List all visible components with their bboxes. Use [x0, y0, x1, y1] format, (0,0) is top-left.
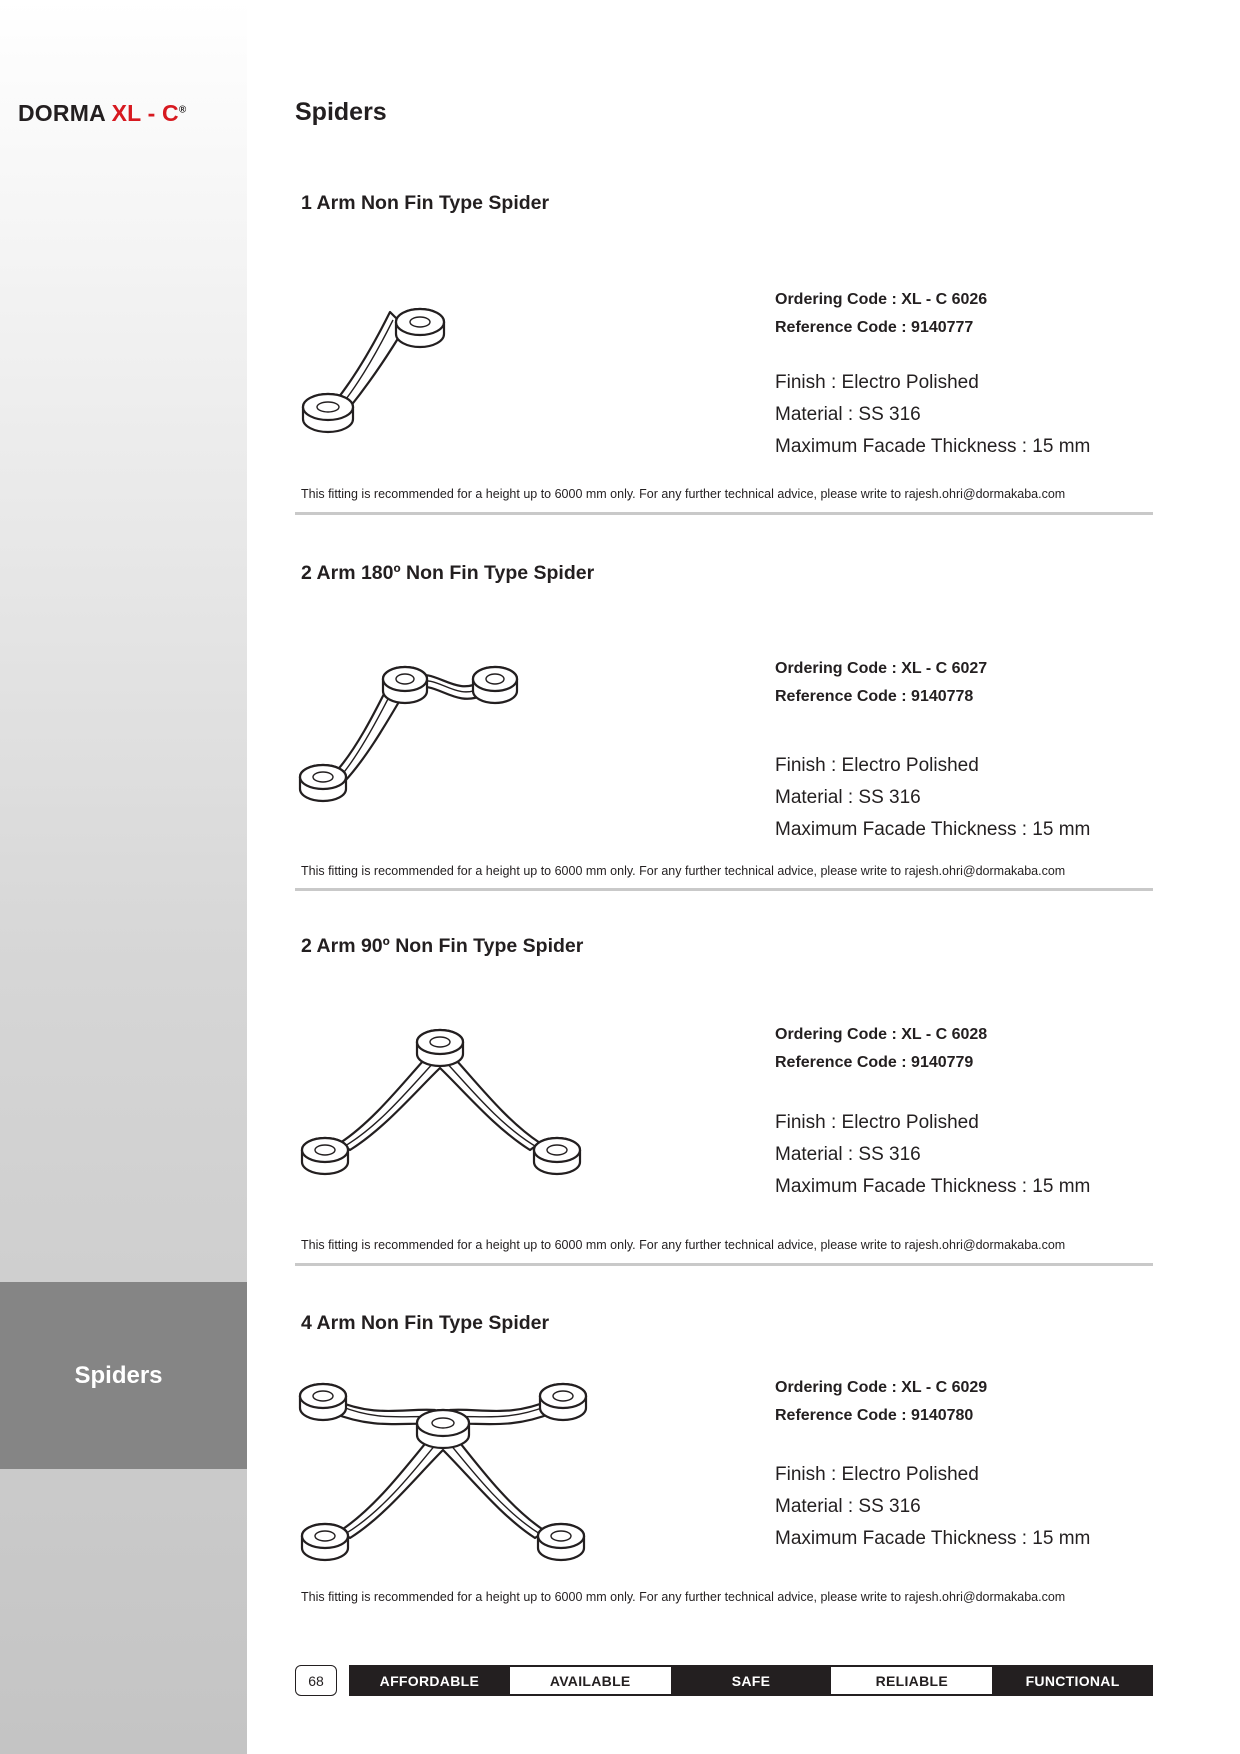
product-section-4 [295, 1312, 1153, 1612]
technical-note: This fitting is recommended for a height up to 6000 mm only. For any further technical advice, please write to rajesh.ohri@dormakaba.com [301, 487, 1066, 501]
footer-bar [295, 1665, 1153, 1696]
reference-code: Reference Code : 9140780 [775, 1407, 974, 1424]
logo-brand: DORMA [18, 100, 106, 126]
spider-4-arm-illustration [295, 1368, 595, 1568]
finish: Finish : Electro Polished [775, 1112, 979, 1133]
product-section-3 [295, 935, 1153, 1265]
ordering-code: Ordering Code : XL - C 6028 [775, 1026, 988, 1043]
technical-note: This fitting is recommended for a height up to 6000 mm only. For any further technical advice, please write to rajesh.ohri@dormakaba.com [301, 1238, 1066, 1252]
product-codes [775, 286, 987, 342]
facade-thickness: Maximum Facade Thickness : 15 mm [775, 1176, 1091, 1197]
finish: Finish : Electro Polished [775, 755, 979, 776]
footer-value-functional: FUNCTIONAL [992, 1665, 1153, 1696]
material: Material : SS 316 [775, 1144, 921, 1165]
product-specs [775, 367, 1090, 463]
product-title: 2 Arm 90º Non Fin Type Spider [301, 935, 584, 957]
finish: Finish : Electro Polished [775, 372, 979, 393]
dorma-logo [18, 100, 186, 127]
facade-thickness: Maximum Facade Thickness : 15 mm [775, 436, 1091, 457]
reference-code: Reference Code : 9140779 [775, 1054, 974, 1071]
facade-thickness: Maximum Facade Thickness : 15 mm [775, 819, 1091, 840]
material: Material : SS 316 [775, 1496, 921, 1517]
page-title: Spiders [295, 98, 387, 126]
product-section-2 [295, 562, 1153, 892]
logo-series: XL - C [111, 100, 179, 126]
product-specs [775, 750, 1090, 846]
spider-2-arm-90-illustration [295, 1020, 585, 1180]
section-divider [295, 1263, 1153, 1266]
product-codes [775, 1021, 987, 1077]
reference-code: Reference Code : 9140777 [775, 319, 974, 336]
footer-value-safe: SAFE [671, 1665, 832, 1696]
reference-code: Reference Code : 9140778 [775, 688, 974, 705]
finish: Finish : Electro Polished [775, 1464, 979, 1485]
page-number: 68 [295, 1665, 337, 1696]
sidebar-tab-spiders[interactable]: Spiders [0, 1282, 247, 1469]
footer-value-affordable: AFFORDABLE [349, 1665, 510, 1696]
spider-2-arm-180-illustration [295, 657, 535, 817]
technical-note: This fitting is recommended for a height up to 6000 mm only. For any further technical advice, please write to rajesh.ohri@dormakaba.com [301, 1590, 1066, 1604]
product-codes [775, 1374, 987, 1430]
product-title: 2 Arm 180º Non Fin Type Spider [301, 562, 595, 584]
section-divider [295, 888, 1153, 891]
facade-thickness: Maximum Facade Thickness : 15 mm [775, 1528, 1091, 1549]
footer-value-reliable: RELIABLE [831, 1665, 992, 1696]
sidebar [0, 0, 247, 1754]
technical-note: This fitting is recommended for a height up to 6000 mm only. For any further technical advice, please write to rajesh.ohri@dormakaba.com [301, 864, 1066, 878]
spider-1-arm-illustration [295, 282, 465, 442]
product-codes [775, 655, 987, 711]
product-title: 4 Arm Non Fin Type Spider [301, 1312, 550, 1334]
logo-registered-mark: ® [178, 104, 187, 116]
product-specs [775, 1107, 1090, 1203]
section-divider [295, 512, 1153, 515]
material: Material : SS 316 [775, 787, 921, 808]
ordering-code: Ordering Code : XL - C 6029 [775, 1379, 988, 1396]
ordering-code: Ordering Code : XL - C 6027 [775, 660, 988, 677]
product-section-1 [295, 192, 1153, 522]
material: Material : SS 316 [775, 404, 921, 425]
product-title: 1 Arm Non Fin Type Spider [301, 192, 550, 214]
ordering-code: Ordering Code : XL - C 6026 [775, 291, 988, 308]
footer-value-available: AVAILABLE [510, 1665, 671, 1696]
product-specs [775, 1459, 1090, 1555]
